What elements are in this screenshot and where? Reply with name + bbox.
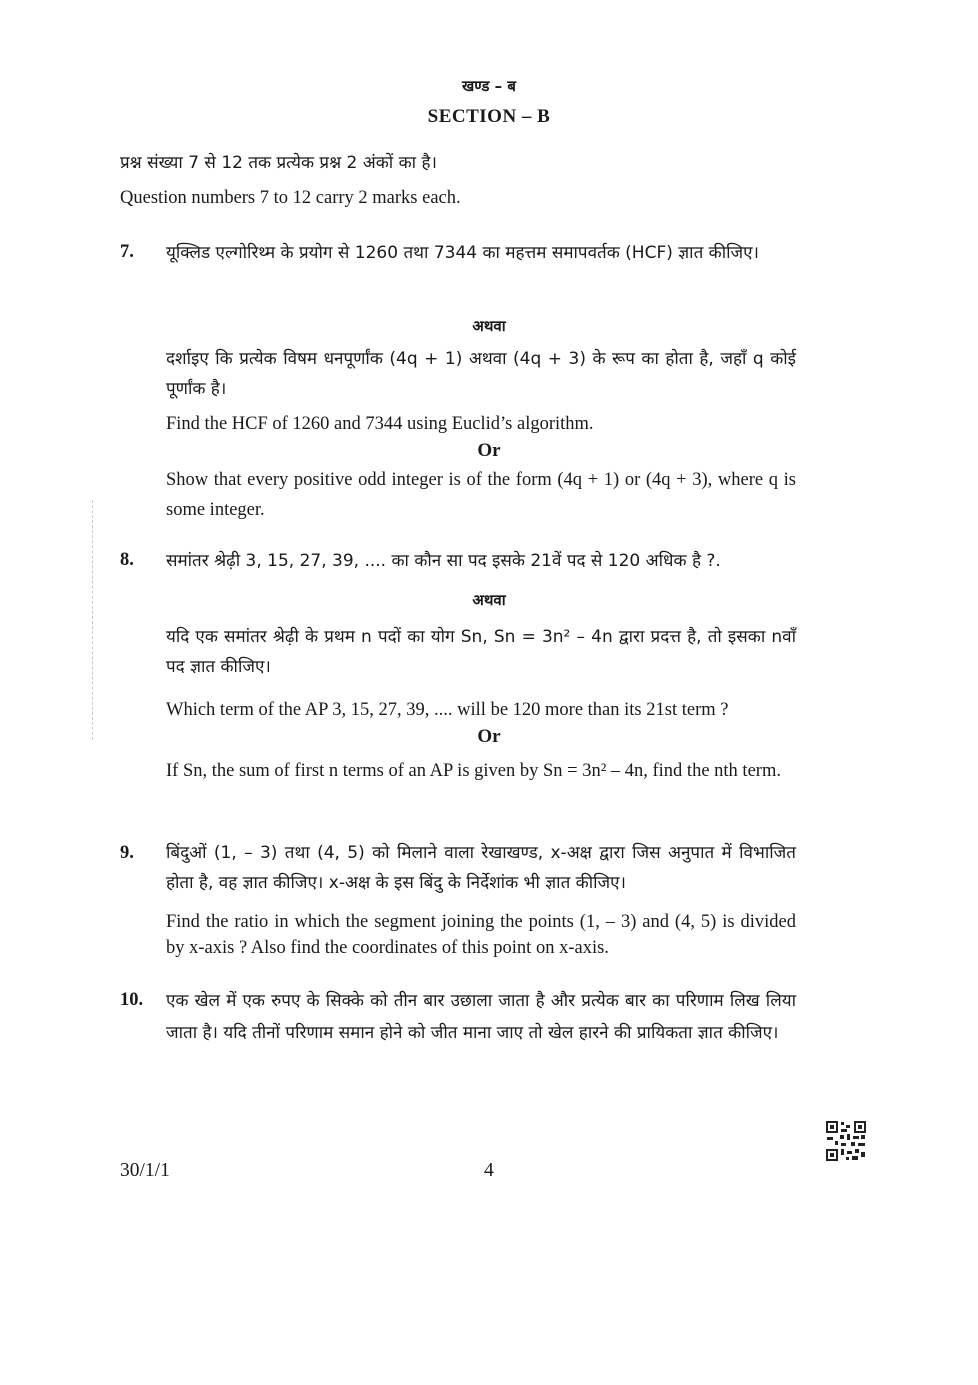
- question-8-alt-hindi: यदि एक समांतर श्रेढ़ी के प्रथम n पदों का योग Sn, Sn = 3n² – 4n द्वारा प्रदत्त है, तो इसका nवाँ पद ज्ञात कीजिए।: [166, 627, 796, 677]
- section-heading-english: SECTION – B: [427, 106, 551, 127]
- margin-line: [92, 500, 93, 740]
- question-9-english: Find the ratio in which the segment joining the points (1, – 3) and (4, 5) is divided by x-axis ? Also find the coordinates of this point on x-axis.: [166, 912, 796, 958]
- question-8-english: Which term of the AP 3, 15, 27, 39, .... will be 120 more than its 21st term ?: [166, 700, 729, 720]
- or-hindi-separator: अथवा: [472, 317, 506, 335]
- paper-code: 30/1/1: [120, 1160, 170, 1181]
- section-heading-hindi: खण्ड – ब: [462, 77, 516, 95]
- question-8-hindi: समांतर श्रेढ़ी 3, 15, 27, 39, .... का कौन सा पद इसके 21वें पद से 120 अधिक है ?.: [166, 551, 721, 571]
- question-number: 8.: [120, 550, 134, 570]
- question-8-alt-english: If Sn, the sum of first n terms of an AP is given by Sn = 3n² – 4n, find the nth term.: [166, 761, 781, 781]
- question-number: 10.: [120, 990, 144, 1010]
- question-7-hindi: यूक्लिड एल्गोरिथ्म के प्रयोग से 1260 तथा 7344 का महत्तम समापवर्तक (HCF) ज्ञात कीजिए।: [166, 243, 759, 263]
- question-7-alt-hindi: दर्शाइए कि प्रत्येक विषम धनपूर्णांक (4q + 1) अथवा (4q + 3) के रूप का होता है, जहाँ q कोई पूर्णांक है।: [166, 349, 796, 399]
- question-7-english: Find the HCF of 1260 and 7344 using Euclid’s algorithm.: [166, 414, 594, 434]
- question-9-hindi: बिंदुओं (1, – 3) तथा (4, 5) को मिलाने वाला रेखाखण्ड, x-अक्ष द्वारा जिस अनुपात में विभाजित होता है, वह ज्ञात कीजिए। x-अक्ष के इस बिंदु के निर्देशांक भी ज्ञात कीजिए।: [166, 843, 796, 893]
- or-hindi-separator: अथवा: [472, 591, 506, 609]
- question-7-alt-english: Show that every positive odd integer is of the form (4q + 1) or (4q + 3), where q is some integer.: [166, 470, 796, 520]
- question-number: 7.: [120, 242, 134, 262]
- or-english-separator: Or: [477, 440, 501, 461]
- page-number: 4: [484, 1160, 494, 1181]
- qr-code-icon: [826, 1121, 866, 1161]
- instructions-hindi: प्रश्न संख्या 7 से 12 तक प्रत्येक प्रश्न 2 अंकों का है।: [120, 153, 437, 173]
- instructions-english: Question numbers 7 to 12 carry 2 marks each.: [120, 188, 461, 208]
- question-10-hindi: एक खेल में एक रुपए के सिक्के को तीन बार उछाला जाता है और प्रत्येक बार का परिणाम लिख लिया जाता है। यदि तीनों परिणाम समान होने को जीत माना जाए तो खेल हारने की प्रायिकता ज्ञात कीजिए।: [166, 991, 796, 1043]
- or-english-separator: Or: [477, 726, 501, 747]
- question-number: 9.: [120, 843, 134, 863]
